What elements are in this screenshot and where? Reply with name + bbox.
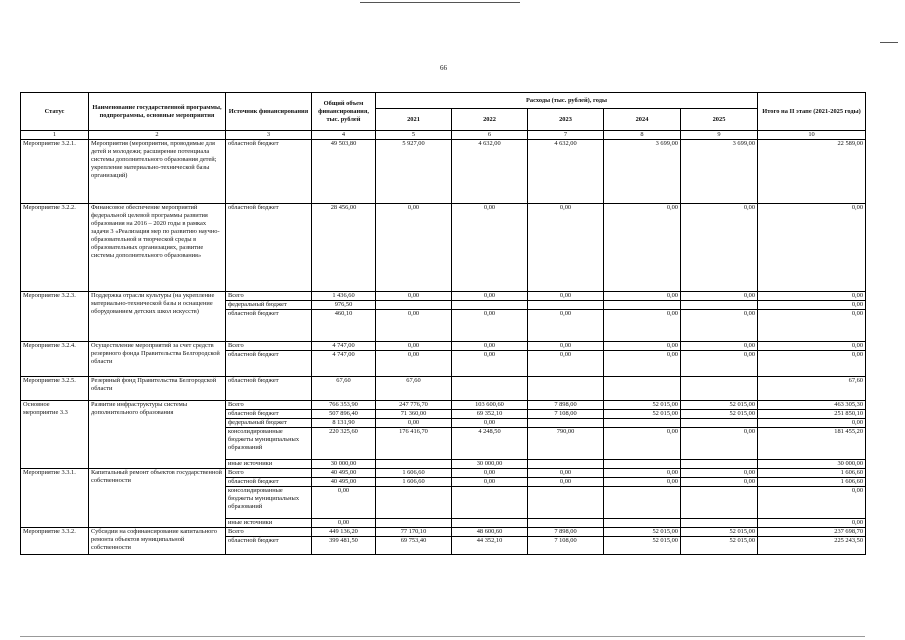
row-status: Мероприятие 3.3.1. <box>21 469 89 528</box>
cell-2025 <box>681 301 758 310</box>
cell-2021 <box>376 519 452 528</box>
cell-2022: 44 352,10 <box>452 537 528 555</box>
cell-stage: 181 455,20 <box>758 428 866 460</box>
cell-total: 399 481,50 <box>312 537 376 555</box>
header-year: 2025 <box>681 109 758 131</box>
cell-2024: 52 015,00 <box>604 410 681 419</box>
cell-2022: 0,00 <box>452 351 528 377</box>
cell-2024 <box>604 419 681 428</box>
table-row <box>21 342 866 351</box>
cell-source: иные источники <box>226 460 312 469</box>
cell-total: 40 495,00 <box>312 478 376 487</box>
column-number: 6 <box>452 131 528 140</box>
cell-source: областной бюджет <box>226 478 312 487</box>
cell-2021: 0,00 <box>376 204 452 292</box>
row-status: Мероприятие 3.2.5. <box>21 377 89 401</box>
row-status: Мероприятие 3.3.2. <box>21 528 89 555</box>
header-total: Общий объем финансирования, тыс. рублей <box>312 93 376 131</box>
cell-source: Всего <box>226 342 312 351</box>
cell-source: областной бюджет <box>226 351 312 377</box>
cell-2025 <box>681 519 758 528</box>
cell-2022: 0,00 <box>452 342 528 351</box>
row-name: Поддержка отрасли культуры (на укрепление материально-технической базы и оснащение оборудованием детских школ искусств) <box>89 292 226 342</box>
table-row <box>21 204 866 292</box>
cell-2022: 4 248,50 <box>452 428 528 460</box>
cell-2023: 0,00 <box>528 310 604 342</box>
cell-2021: 1 606,60 <box>376 478 452 487</box>
cell-stage: 225 243,50 <box>758 537 866 555</box>
cell-2022: 0,00 <box>452 478 528 487</box>
cell-total: 4 747,00 <box>312 351 376 377</box>
cell-2022: 0,00 <box>452 469 528 478</box>
cell-2022: 0,00 <box>452 310 528 342</box>
cell-source: консолидированные бюджеты муниципальных образований <box>226 428 312 460</box>
cell-stage: 251 850,10 <box>758 410 866 419</box>
cell-2025: 52 015,00 <box>681 401 758 410</box>
scan-artifact-line <box>20 636 865 637</box>
cell-2024: 0,00 <box>604 351 681 377</box>
cell-stage: 0,00 <box>758 342 866 351</box>
cell-stage: 0,00 <box>758 301 866 310</box>
cell-total: 460,10 <box>312 310 376 342</box>
cell-2022: 103 600,60 <box>452 401 528 410</box>
cell-2023: 4 632,00 <box>528 140 604 204</box>
row-status: Мероприятие 3.2.4. <box>21 342 89 377</box>
cell-2022 <box>452 377 528 401</box>
cell-stage: 0,00 <box>758 310 866 342</box>
cell-2024: 52 015,00 <box>604 401 681 410</box>
cell-stage: 0,00 <box>758 351 866 377</box>
cell-2023: 7 898,00 <box>528 528 604 537</box>
cell-2025: 0,00 <box>681 292 758 301</box>
cell-2023: 0,00 <box>528 342 604 351</box>
cell-2025 <box>681 419 758 428</box>
cell-2024: 52 015,00 <box>604 528 681 537</box>
table-row <box>21 401 866 410</box>
table-body <box>21 140 866 555</box>
cell-2024: 0,00 <box>604 310 681 342</box>
cell-2021: 77 170,10 <box>376 528 452 537</box>
cell-2025: 52 015,00 <box>681 528 758 537</box>
table-row <box>21 469 866 478</box>
cell-total: 766 353,90 <box>312 401 376 410</box>
cell-2022: 48 600,60 <box>452 528 528 537</box>
header-source: Источник финансирования <box>226 93 312 131</box>
cell-2023 <box>528 419 604 428</box>
column-number: 5 <box>376 131 452 140</box>
column-numbers-row <box>21 131 866 140</box>
header-name: Наименование государственной программы, подпрограммы, основные мероприятия <box>89 93 226 131</box>
cell-2025: 0,00 <box>681 478 758 487</box>
cell-2023: 790,00 <box>528 428 604 460</box>
cell-2022: 30 000,00 <box>452 460 528 469</box>
cell-2024: 0,00 <box>604 469 681 478</box>
header-year: 2023 <box>528 109 604 131</box>
header-status: Статус <box>21 93 89 131</box>
row-name: Развитие инфраструктуры системы дополнительного образования <box>89 401 226 469</box>
cell-source: Всего <box>226 292 312 301</box>
table-row <box>21 140 866 204</box>
cell-2025: 52 015,00 <box>681 410 758 419</box>
cell-2021: 176 416,70 <box>376 428 452 460</box>
cell-2022 <box>452 519 528 528</box>
cell-2024 <box>604 301 681 310</box>
cell-source: Всего <box>226 528 312 537</box>
cell-total: 0,00 <box>312 487 376 519</box>
cell-total: 449 136,20 <box>312 528 376 537</box>
cell-total: 4 747,00 <box>312 342 376 351</box>
cell-2021: 69 753,40 <box>376 537 452 555</box>
cell-total: 49 503,80 <box>312 140 376 204</box>
cell-total: 30 000,00 <box>312 460 376 469</box>
cell-2021: 0,00 <box>376 310 452 342</box>
header-stage-total: Итого на II этапе (2021-2025 годы) <box>758 93 866 131</box>
cell-total: 67,60 <box>312 377 376 401</box>
cell-total: 8 131,90 <box>312 419 376 428</box>
cell-total: 1 436,60 <box>312 292 376 301</box>
cell-2021: 0,00 <box>376 292 452 301</box>
cell-total: 40 495,00 <box>312 469 376 478</box>
scan-artifact-line <box>880 42 898 43</box>
cell-source: федеральный бюджет <box>226 419 312 428</box>
table-row <box>21 528 866 537</box>
table-header <box>21 93 866 140</box>
page-number: 66 <box>440 64 447 72</box>
cell-2023: 0,00 <box>528 292 604 301</box>
column-number: 1 <box>21 131 89 140</box>
cell-stage: 0,00 <box>758 204 866 292</box>
cell-2021: 0,00 <box>376 342 452 351</box>
cell-2022: 69 352,10 <box>452 410 528 419</box>
cell-2023: 0,00 <box>528 204 604 292</box>
cell-2023 <box>528 460 604 469</box>
cell-2025: 0,00 <box>681 310 758 342</box>
cell-total: 220 325,60 <box>312 428 376 460</box>
cell-2024: 0,00 <box>604 478 681 487</box>
cell-2022: 4 632,00 <box>452 140 528 204</box>
cell-2021: 71 360,00 <box>376 410 452 419</box>
cell-2025 <box>681 487 758 519</box>
cell-2024 <box>604 460 681 469</box>
scan-artifact-line <box>360 2 520 3</box>
row-name: Субсидии на софинансирование капитального ремонта объектов муниципальной собственности <box>89 528 226 555</box>
cell-2023 <box>528 487 604 519</box>
cell-2025: 52 015,00 <box>681 537 758 555</box>
header-year: 2024 <box>604 109 681 131</box>
cell-stage: 0,00 <box>758 292 866 301</box>
row-status: Мероприятие 3.2.3. <box>21 292 89 342</box>
column-number: 7 <box>528 131 604 140</box>
table-row <box>21 377 866 401</box>
budget-table <box>20 92 866 555</box>
cell-2024 <box>604 377 681 401</box>
cell-stage: 0,00 <box>758 419 866 428</box>
cell-2023: 0,00 <box>528 351 604 377</box>
cell-total: 0,00 <box>312 519 376 528</box>
cell-2023: 7 898,00 <box>528 401 604 410</box>
cell-2025 <box>681 460 758 469</box>
row-status: Мероприятие 3.2.2. <box>21 204 89 292</box>
cell-stage: 67,60 <box>758 377 866 401</box>
row-name: Финансовое обеспечение мероприятий федеральной целевой программы развития образования на 2016 – 2020 годы в рамках задачи 3 «Реализация мер по развитию научно-образовательной и творческой среды в образовательных организациях, развитие системы дополнительного образования» <box>89 204 226 292</box>
column-number: 9 <box>681 131 758 140</box>
column-number: 8 <box>604 131 681 140</box>
cell-2023 <box>528 377 604 401</box>
cell-2024 <box>604 487 681 519</box>
cell-2023: 0,00 <box>528 469 604 478</box>
row-status: Основное мероприятие 3.3 <box>21 401 89 469</box>
cell-2024: 3 699,00 <box>604 140 681 204</box>
column-number: 10 <box>758 131 866 140</box>
cell-2021: 0,00 <box>376 419 452 428</box>
cell-2021: 247 776,70 <box>376 401 452 410</box>
cell-2023: 7 108,00 <box>528 410 604 419</box>
cell-2025: 0,00 <box>681 342 758 351</box>
cell-2021: 67,60 <box>376 377 452 401</box>
cell-2024: 0,00 <box>604 428 681 460</box>
column-number: 2 <box>89 131 226 140</box>
cell-total: 28 456,00 <box>312 204 376 292</box>
cell-source: областной бюджет <box>226 204 312 292</box>
cell-2022 <box>452 301 528 310</box>
cell-2021 <box>376 460 452 469</box>
cell-2023: 0,00 <box>528 478 604 487</box>
column-number: 4 <box>312 131 376 140</box>
cell-source: областной бюджет <box>226 310 312 342</box>
row-status: Мероприятие 3.2.1. <box>21 140 89 204</box>
cell-stage: 1 606,60 <box>758 469 866 478</box>
cell-2024 <box>604 519 681 528</box>
cell-stage: 1 606,60 <box>758 478 866 487</box>
cell-2022 <box>452 487 528 519</box>
row-name: Капитальный ремонт объектов государственной собственности <box>89 469 226 528</box>
column-number: 3 <box>226 131 312 140</box>
cell-stage: 0,00 <box>758 519 866 528</box>
cell-source: областной бюджет <box>226 410 312 419</box>
cell-2023: 7 108,00 <box>528 537 604 555</box>
cell-2025: 3 699,00 <box>681 140 758 204</box>
table-row <box>21 292 866 301</box>
cell-source: областной бюджет <box>226 377 312 401</box>
header-year: 2021 <box>376 109 452 131</box>
cell-2022: 0,00 <box>452 419 528 428</box>
cell-2021: 0,00 <box>376 351 452 377</box>
cell-2025: 0,00 <box>681 428 758 460</box>
cell-2021: 5 927,00 <box>376 140 452 204</box>
cell-2024: 0,00 <box>604 292 681 301</box>
cell-source: иные источники <box>226 519 312 528</box>
cell-total: 507 896,40 <box>312 410 376 419</box>
cell-stage: 463 305,30 <box>758 401 866 410</box>
cell-source: Всего <box>226 469 312 478</box>
row-name: Резервный фонд Правительства Белгородской области <box>89 377 226 401</box>
row-name: Мероприятия (мероприятия, проводимые для детей и молодежи; расширение потенциала системы дополнительного образования детей; укрепление материально-технической базы организаций) <box>89 140 226 204</box>
cell-stage: 22 589,00 <box>758 140 866 204</box>
cell-2025 <box>681 377 758 401</box>
cell-source: консолидированные бюджеты муниципальных образований <box>226 487 312 519</box>
cell-2025: 0,00 <box>681 469 758 478</box>
cell-stage: 237 698,70 <box>758 528 866 537</box>
cell-2023 <box>528 519 604 528</box>
cell-2021 <box>376 301 452 310</box>
header-expenses: Расходы (тыс. рублей), годы <box>376 93 758 109</box>
cell-2023 <box>528 301 604 310</box>
cell-2024: 0,00 <box>604 342 681 351</box>
cell-2021 <box>376 487 452 519</box>
row-name: Осуществление мероприятий за счет средств резервного фонда Правительства Белгородской области <box>89 342 226 377</box>
cell-2022: 0,00 <box>452 204 528 292</box>
cell-2024: 0,00 <box>604 204 681 292</box>
cell-source: областной бюджет <box>226 140 312 204</box>
cell-stage: 0,00 <box>758 487 866 519</box>
cell-source: областной бюджет <box>226 537 312 555</box>
cell-2025: 0,00 <box>681 204 758 292</box>
cell-2022: 0,00 <box>452 292 528 301</box>
cell-2024: 52 015,00 <box>604 537 681 555</box>
cell-total: 976,50 <box>312 301 376 310</box>
cell-2025: 0,00 <box>681 351 758 377</box>
cell-2021: 1 606,60 <box>376 469 452 478</box>
header-year: 2022 <box>452 109 528 131</box>
cell-stage: 30 000,00 <box>758 460 866 469</box>
cell-source: Всего <box>226 401 312 410</box>
cell-source: федеральный бюджет <box>226 301 312 310</box>
